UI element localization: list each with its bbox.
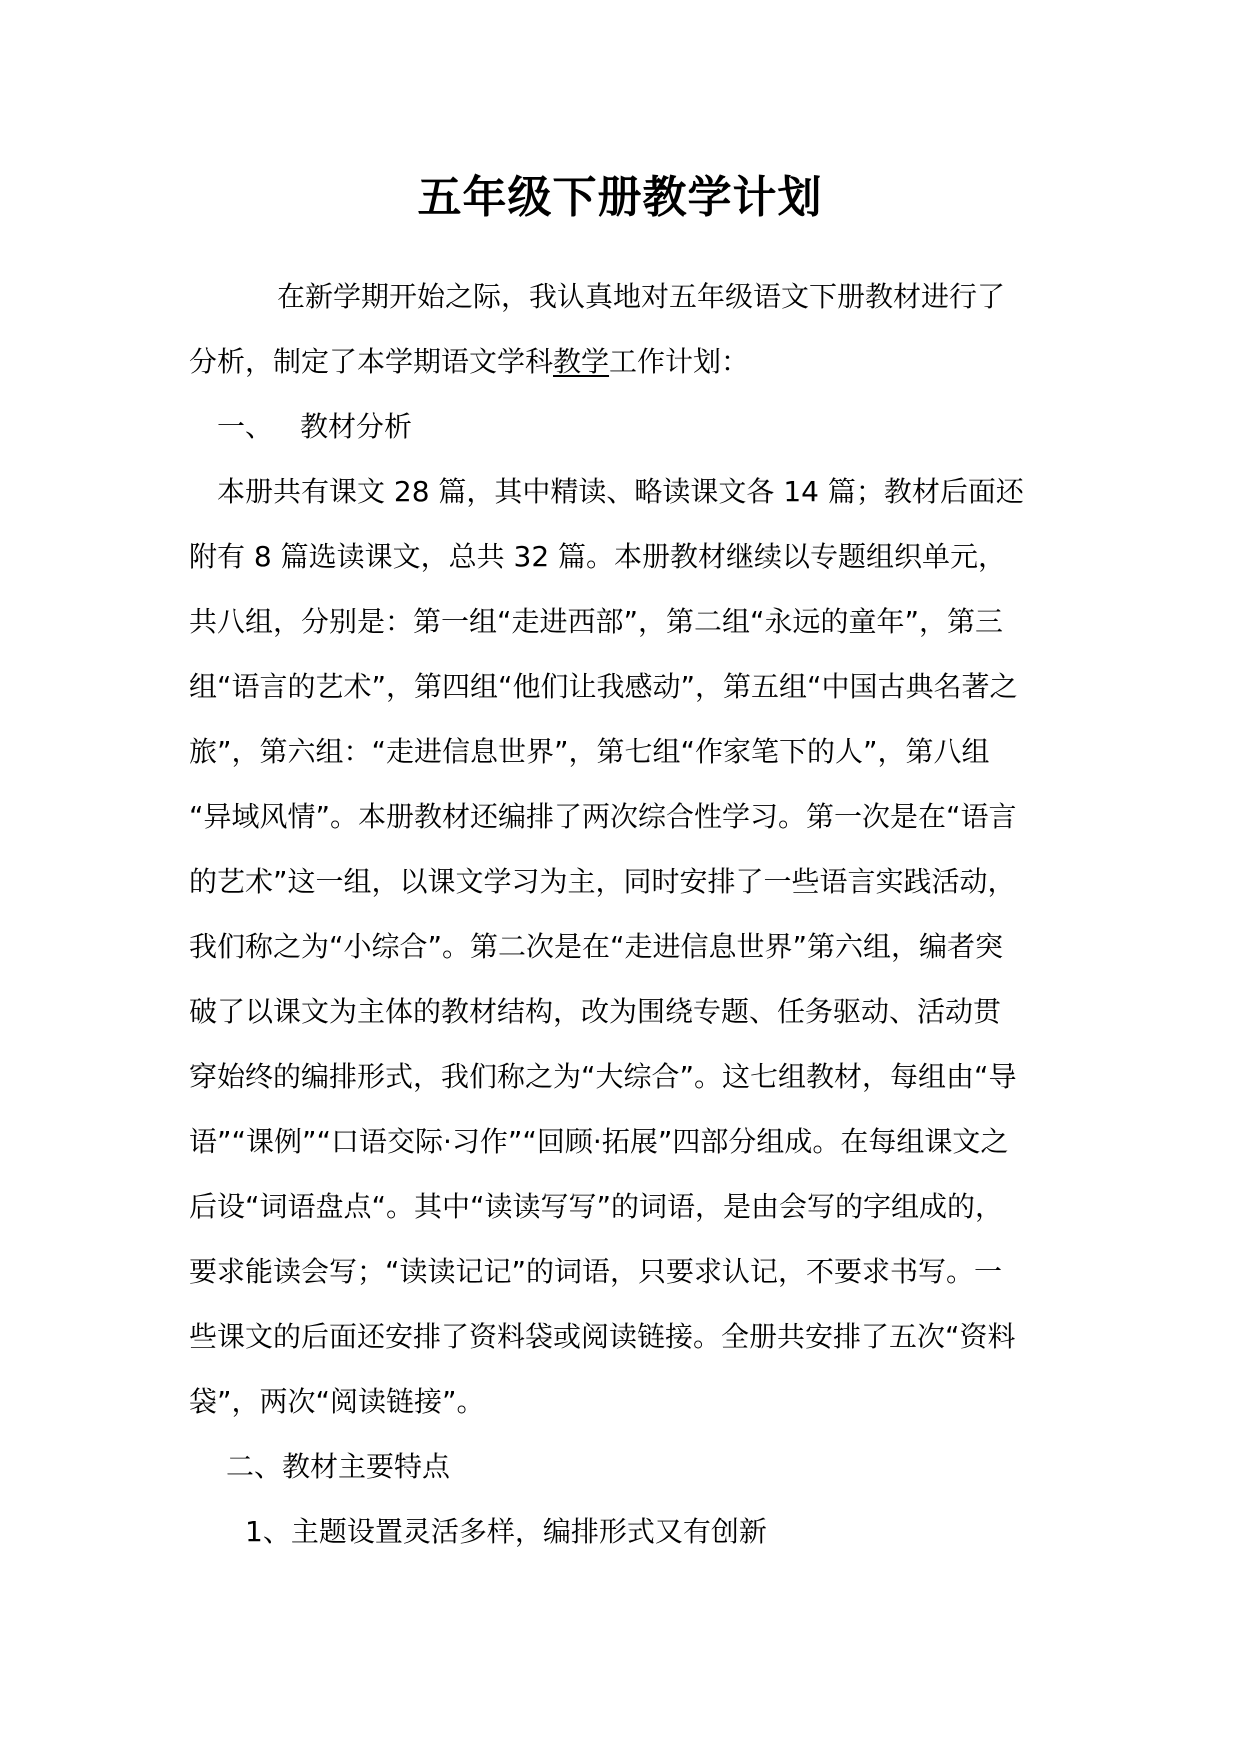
underlined-term: 教学: [553, 345, 610, 378]
page-title: 五年级下册教学计划: [417, 172, 823, 223]
intro-line-2-end: 工作计划：: [609, 345, 750, 378]
subsection-1-heading: 1、主题设置灵活多样，编排形式又有创新: [245, 1515, 767, 1548]
body-line-9: 破了以课文为主体的教材结构，改为围绕专题、任务驱动、活动贯: [189, 995, 1002, 1028]
intro-line-2: [189, 342, 749, 382]
body-line-3: 共八组，分别是：第一组“走进西部”，第二组“永远的童年”，第三: [189, 605, 1004, 638]
intro-line-2-start: 分析，制定了本学期语文学科: [189, 345, 554, 378]
body-line-10: 穿始终的编排形式，我们称之为“大综合”。这七组教材，每组由“导: [189, 1060, 1017, 1093]
body-line-12: 后设“词语盘点“。其中“读读写写”的词语，是由会写的字组成的，: [189, 1190, 1004, 1223]
body-line-2: 附有 8 篇选读课文，总共 32 篇。本册教材继续以专题组织单元，: [189, 540, 1007, 573]
body-line-13: 要求能读会写；“读读记记”的词语，只要求认记，不要求书写。一: [189, 1255, 1003, 1288]
body-line-6: “异域风情”。本册教材还编排了两次综合性学习。第一次是在“语言: [189, 800, 1017, 833]
body-line-7: 的艺术”这一组，以课文学习为主，同时安排了一些语言实践活动，: [189, 865, 1016, 898]
body-line-14: 些课文的后面还安排了资料袋或阅读链接。全册共安排了五次“资料: [189, 1320, 1016, 1353]
body-line-4: 组“语言的艺术”，第四组“他们让我感动”，第五组“中国古典名著之: [189, 670, 1018, 703]
body-line-8: 我们称之为“小综合”。第二次是在“走进信息世界”第六组，编者突: [189, 930, 1004, 963]
body-line-1: 本册共有课文 28 篇，其中精读、略读课文各 14 篇；教材后面还: [217, 475, 1024, 508]
body-line-15: 袋”，两次“阅读链接”。: [189, 1385, 485, 1418]
body-line-5: 旅”，第六组：“走进信息世界”，第七组“作家笔下的人”，第八组: [189, 735, 990, 768]
section-1-number: 一、: [217, 410, 274, 443]
intro-line-1: 在新学期开始之际，我认真地对五年级语文下册教材进行了: [277, 280, 1006, 313]
section-1-heading: 教材分析: [300, 410, 413, 443]
body-line-11: 语”“课例”“口语交际·习作”“回顾·拓展”四部分组成。在每组课文之: [189, 1125, 1009, 1158]
section-2-heading: 二、教材主要特点: [226, 1450, 451, 1483]
